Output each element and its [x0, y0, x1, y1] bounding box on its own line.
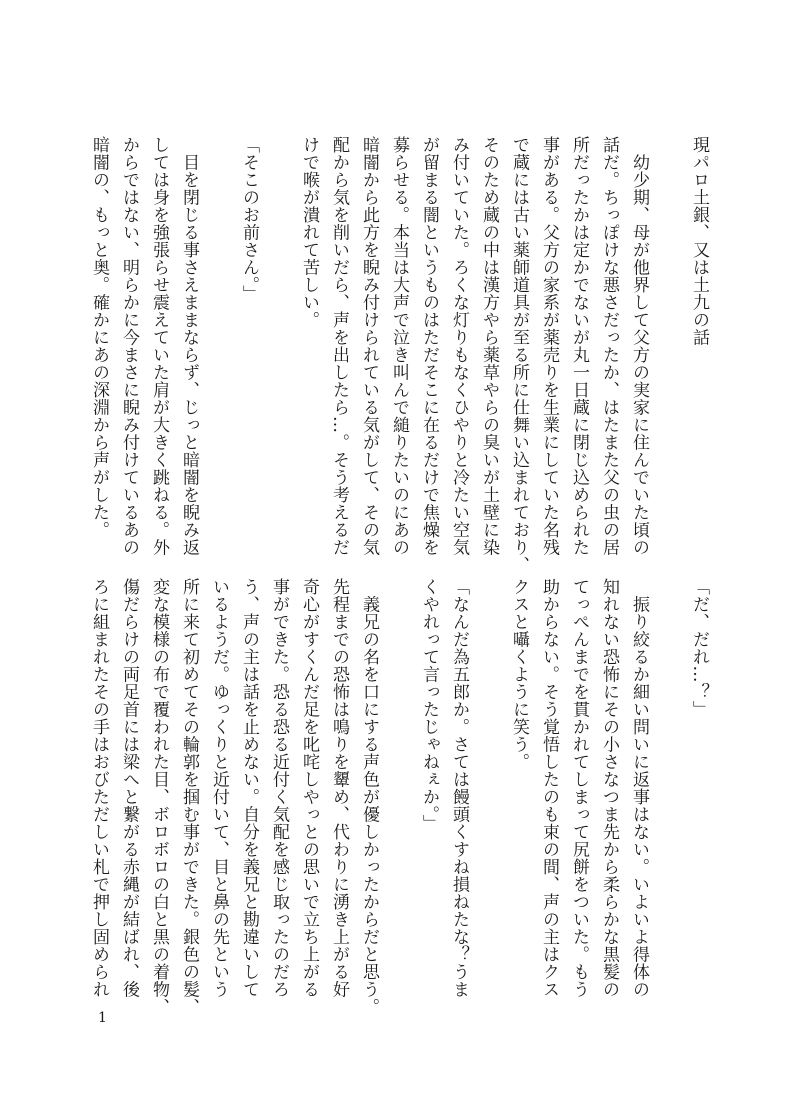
text-line: 振り絞るか細い問いに返事はない。いよいよ得体の: [629, 578, 649, 998]
text-line: 暗闇から此方を睨み付けられている気がして、その気: [359, 136, 379, 556]
text-line: 暗闇の、もっと奥。確かにあの深淵から声がした。: [89, 136, 109, 539]
text-line: いるようだ。ゆっくりと近付いて、目と鼻の先という: [209, 578, 229, 998]
text-line: う、声の主は話を止めない。自分を義兄と勘違いして: [239, 578, 259, 998]
text-line: 幼少期、母が他界して父方の実家に住んでいた頃の: [629, 136, 649, 556]
text-line: 所に来て初めてその輪郭を掴む事ができた。銀色の髪、: [179, 578, 199, 1016]
text-line: 「そこのお前さん。」: [239, 136, 259, 303]
text-line: しては身を強張らせ震えていた肩が大きく跳ねる。外: [149, 136, 169, 556]
text-line: [384, 578, 414, 1003]
story-title: 現パロ土銀、又は土九の話: [689, 136, 709, 346]
text-line: そのため蔵の中は漢方やら薬草やらの臭いが土壁に染: [479, 136, 499, 556]
text-line: 「なんだ為五郎か。さては饅頭くすね損ねたな？うま: [449, 578, 469, 998]
text-line: けで喉が潰れて苦しい。: [299, 136, 319, 329]
lower-lines: [84, 578, 714, 1016]
text-line: 「だ、だれ…？」: [689, 578, 709, 718]
text-line: 募らせる。本当は大声で泣き叫んで縋りたいのにあの: [389, 136, 409, 556]
text-line: 先程までの恐怖は鳴りを顰め、代わりに湧き上がる好: [329, 578, 349, 998]
text-line: てっぺんまでを貫かれてしまって尻餅をついた。もう: [569, 578, 589, 998]
text-line: 配から気を削いだら、声を出したら…。そう考えるだ: [329, 136, 349, 556]
text-line: 助からない。そう覚悟したのも束の間、声の主はクス: [539, 578, 559, 998]
text-line: [264, 136, 294, 531]
text-line: 傷だらけの両足首には梁へと繋がる赤縄が結ばれ、後: [119, 578, 139, 998]
text-line: [474, 578, 504, 1003]
text-line: 話だ。ちっぽけな悪さだったか、はたまた父の虫の居: [599, 136, 619, 556]
title-gap: [654, 136, 684, 531]
text-line: からではない、明らかに今まさに睨み付けているあの: [119, 136, 139, 556]
text-line: 変な模様の布で覆われた目、ボロボロの白と黒の着物、: [149, 578, 169, 1016]
text-line: 知れない恐怖にその小さなつま先から柔らかな黒髪の: [599, 578, 619, 998]
text-line: ろに組まれたその手はおびただしい札で押し固められ: [89, 578, 109, 998]
text-line: 所だったかは定かでないが丸一日蔵に閉じ込められた: [569, 136, 589, 556]
upper-text-block: [89, 136, 714, 574]
text-line: [654, 578, 684, 1003]
text-line: 事がある。父方の家系が薬売りを生業にしていた名残: [539, 136, 559, 556]
text-line: 目を閉じる事さえままならず、じっと暗闇を睨み返: [179, 136, 199, 556]
text-line: 義兄の名を口にする声色が優しかったからだと思う。: [359, 578, 379, 1016]
text-line: み付いていた。ろくな灯りもなくひやりと冷たい空気: [449, 136, 469, 556]
lower-text-block: [89, 578, 714, 1016]
upper-lines: [84, 136, 654, 574]
page-number: 1: [98, 1010, 107, 1026]
text-line: が留まる闇というものはただそこに在るだけで焦燥を: [419, 136, 439, 556]
text-line: くやれって言ったじゃねぇか。」: [419, 578, 439, 832]
text-line: 事ができた。恐る恐る近付く気配を感じ取ったのだろ: [269, 578, 289, 998]
text-line: 奇心がすくんだ足を叱咤しやっとの思いで立ち上がる: [299, 578, 319, 998]
text-line: [204, 136, 234, 531]
text-line: で蔵には古い薬師道具が至る所に仕舞い込まれており、: [509, 136, 529, 574]
text-line: クスと囁くように笑う。: [509, 578, 529, 771]
